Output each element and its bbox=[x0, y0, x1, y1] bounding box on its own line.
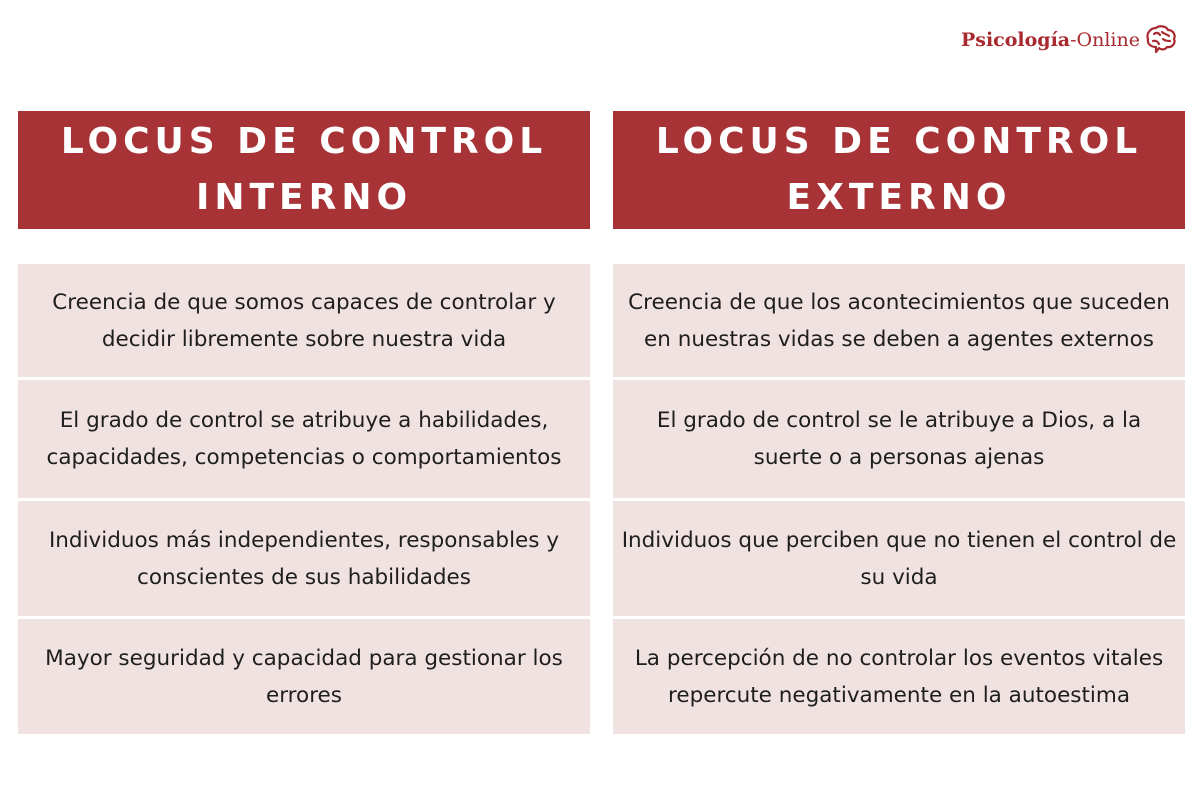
header-external-line2: EXTERNO bbox=[786, 177, 1012, 218]
logo-name-bold: Psicología bbox=[960, 29, 1071, 51]
external-cell-belief: Creencia de que los acontecimientos que suceden en nuestras vidas se deben a agentes externos bbox=[613, 264, 1185, 377]
header-internal-line2: INTERNO bbox=[195, 177, 413, 218]
header-internal-line1: LOCUS DE CONTROL bbox=[60, 121, 548, 162]
external-column bbox=[613, 264, 1185, 734]
external-cell-attribution: El grado de control se le atribuye a Dios, a la suerte o a personas ajenas bbox=[613, 380, 1185, 498]
site-logo[interactable] bbox=[961, 22, 1178, 58]
header-external-line1: LOCUS DE CONTROL bbox=[655, 121, 1143, 162]
logo-name-rest: -Online bbox=[1070, 29, 1140, 51]
external-cell-consequence: La percepción de no controlar los eventos vitales repercute negativamente en la autoestima bbox=[613, 619, 1185, 734]
external-cell-individuals: Individuos que perciben que no tienen el control de su vida bbox=[613, 501, 1185, 616]
internal-cell-individuals: Individuos más independientes, responsables y conscientes de sus habilidades bbox=[18, 501, 590, 616]
internal-cell-consequence: Mayor seguridad y capacidad para gestionar los errores bbox=[18, 619, 590, 734]
header-external bbox=[613, 111, 1185, 229]
internal-column bbox=[18, 264, 590, 734]
brain-icon bbox=[1142, 22, 1178, 58]
internal-cell-attribution: El grado de control se atribuye a habilidades, capacidades, competencias o comportamientos bbox=[18, 380, 590, 498]
logo-text bbox=[961, 29, 1140, 51]
header-internal bbox=[18, 111, 590, 229]
internal-cell-belief: Creencia de que somos capaces de controlar y decidir libremente sobre nuestra vida bbox=[18, 264, 590, 377]
